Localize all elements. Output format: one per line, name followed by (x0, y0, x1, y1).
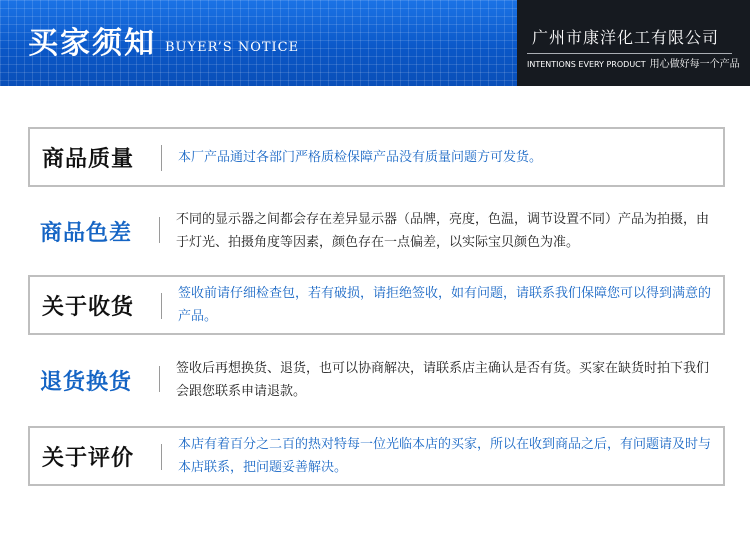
notice-reviews (28, 426, 725, 486)
header-banner (0, 0, 750, 86)
notice-quality (28, 127, 725, 187)
notice-returns (28, 350, 725, 410)
tagline-en: INTENTIONS EVERY PRODUCT (527, 60, 646, 69)
notice-color-difference (28, 201, 725, 261)
banner-blue-panel (0, 0, 517, 86)
page-title: 买家须知 (28, 26, 156, 61)
notice-label: 关于评价 (42, 445, 135, 471)
notice-divider (159, 217, 160, 243)
company-panel (517, 0, 750, 86)
tagline-cn: 用心做好每一个产品 (649, 59, 740, 70)
company-tagline (527, 58, 740, 72)
notice-text: 签收后再想换货、退货，也可以协商解决，请联系店主确认是否有货。买家在缺货时拍下我们会跟您联系申请退款。 (176, 361, 710, 399)
notice-divider (161, 293, 162, 319)
notice-text: 本厂产品通过各部门严格质检保障产品没有质量问题方可发货。 (178, 149, 543, 165)
notice-divider (159, 366, 160, 392)
notice-label: 商品色差 (40, 220, 133, 246)
notice-divider (161, 444, 162, 470)
notice-receiving (28, 275, 725, 335)
page-subtitle: BUYER’S NOTICE (165, 40, 300, 55)
notice-label: 关于收货 (42, 294, 135, 320)
notice-text: 不同的显示器之间都会存在差异显示器（品牌，亮度，色温，调节设置不同）产品为拍摄，由于灯光、拍摄角度等因素，颜色存在一点偏差，以实际宝贝颜色为准。 (176, 212, 710, 250)
notice-text: 本店有着百分之二百的热对特每一位光临本店的买家，所以在收到商品之后，有问题请及时与本店联系，把问题妥善解决。 (178, 437, 712, 475)
company-divider (527, 53, 732, 54)
notice-text: 签收前请仔细检查包，若有破损，请拒绝签收，如有问题，请联系我们保障您可以得到满意的产品。 (178, 286, 712, 324)
notice-label: 退货换货 (40, 369, 133, 395)
notice-label: 商品质量 (42, 146, 135, 172)
notice-divider (161, 145, 162, 171)
company-name: 广州市康洋化工有限公司 (532, 28, 720, 47)
